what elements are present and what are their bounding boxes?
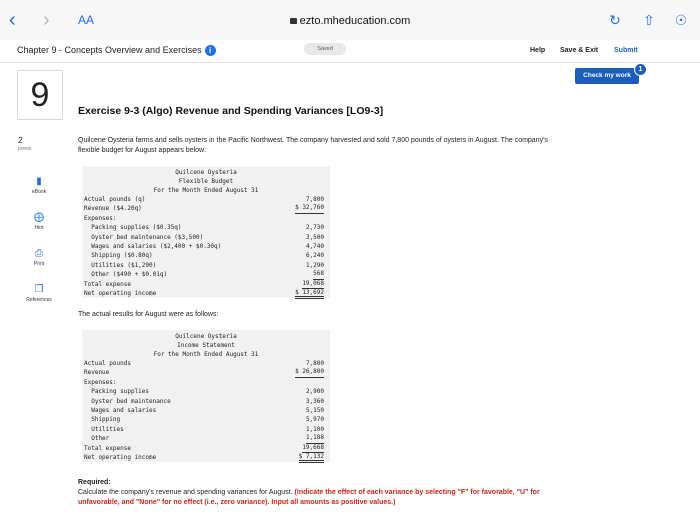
row-label: Oyster bed maintenance <box>84 397 171 405</box>
help-button[interactable]: Help <box>530 47 546 54</box>
row-label: Total expense <box>84 280 131 288</box>
table-row <box>82 242 330 251</box>
compass-icon[interactable]: ☉ <box>674 12 688 28</box>
table-heading-line: For the Month Ended August 31 <box>153 187 259 194</box>
row-value: 1,290 <box>305 261 324 269</box>
table-row <box>82 444 330 453</box>
table-row <box>82 280 330 289</box>
lock-icon <box>290 18 297 24</box>
row-label: Shipping ($0.80q) <box>84 252 153 260</box>
table-row <box>82 359 330 368</box>
flexible-budget-heading <box>82 166 330 195</box>
table-row <box>82 378 330 387</box>
row-value: $ 26,800 <box>295 368 324 377</box>
chapter-title <box>17 45 216 56</box>
hint-icon: ⨁ <box>34 212 44 223</box>
table-row <box>82 233 330 242</box>
saved-status: Saved <box>304 43 346 55</box>
back-arrow-icon[interactable]: ‹ <box>9 9 16 31</box>
required-instructions: (Indicate the effect of each variance by selecting "F" for favorable, "U" for unfavorable, and "None" for no effect (i.e., zero variance). Input all amounts as positive values.) <box>78 489 540 506</box>
row-label: Other ($490 + $0.01q) <box>84 271 168 279</box>
row-label: Actual pounds <box>84 360 131 367</box>
table-row <box>82 425 330 434</box>
points-label: points <box>18 146 32 152</box>
table-row <box>82 223 330 232</box>
ebook-tool[interactable] <box>17 176 61 195</box>
row-value: 1,100 <box>305 425 324 433</box>
table-row <box>82 270 330 279</box>
table-row <box>82 387 330 396</box>
row-label: Total expense <box>84 444 131 452</box>
row-value: $ 32,760 <box>295 204 324 213</box>
print-icon: ⎙ <box>35 248 43 259</box>
row-value: 19,668 <box>302 444 324 453</box>
table-row <box>82 214 330 223</box>
required-label: Required: <box>78 479 111 486</box>
table-row <box>82 434 330 443</box>
submit-button[interactable]: Submit <box>614 47 638 54</box>
row-label: Oyster bed maintenance ($3,500) <box>84 233 204 241</box>
table-heading-line: Quilcene Oysteria <box>175 169 237 176</box>
address-bar[interactable] <box>0 15 700 27</box>
table-row <box>82 195 330 204</box>
row-value: 5,150 <box>305 406 324 414</box>
book-icon: ▮ <box>36 176 42 187</box>
url-text: ezto.mheducation.com <box>299 15 411 27</box>
question-number: 9 <box>17 70 63 120</box>
row-value: 2,900 <box>305 388 324 396</box>
required-text: Calculate the company's revenue and spending variances for August. <box>78 489 293 496</box>
row-value: 7,800 <box>305 196 324 203</box>
row-value: 568 <box>313 270 324 279</box>
table-row <box>82 204 330 213</box>
row-label: Net operating income <box>84 453 157 461</box>
row-value: 5,970 <box>305 416 324 424</box>
row-label: Expenses: <box>84 214 117 222</box>
print-tool[interactable] <box>17 248 61 267</box>
row-label: Wages and salaries <box>84 406 157 414</box>
references-label: References <box>26 297 52 303</box>
income-statement-heading <box>82 330 330 359</box>
ebook-label: eBook <box>31 189 47 195</box>
info-icon[interactable]: i <box>205 45 216 56</box>
row-label: Other <box>84 435 110 443</box>
row-label: Packing supplies <box>84 388 150 396</box>
row-label: Expenses: <box>84 378 117 386</box>
table-heading-line: For the Month Ended August 31 <box>153 351 259 358</box>
row-label: Net operating income <box>84 289 157 297</box>
income-statement-table <box>82 330 330 462</box>
row-label: Wages and salaries ($2,400 + $0.30q) <box>84 242 222 250</box>
income-statement-rows <box>82 359 330 462</box>
row-value: 2,730 <box>305 224 324 232</box>
table-row <box>82 453 330 462</box>
tool-rail <box>17 172 61 312</box>
exercise-title: Exercise 9-3 (Algo) Revenue and Spending Variances [LO9-3] <box>78 105 384 117</box>
check-my-work-button[interactable]: Check my work <box>575 68 639 84</box>
hint-label: Hint <box>34 225 44 231</box>
row-value: 6,240 <box>305 252 324 260</box>
hint-tool[interactable] <box>17 212 61 231</box>
table-row <box>82 415 330 424</box>
row-value: 19,068 <box>302 280 324 289</box>
row-label: Revenue ($4.20q) <box>84 205 142 213</box>
required-section <box>78 478 578 508</box>
table-row <box>82 289 330 298</box>
flexible-budget-table <box>82 166 330 298</box>
table-heading-line: Income Statement <box>177 342 235 349</box>
print-label: Print <box>33 261 45 267</box>
row-label: Utilities <box>84 425 124 433</box>
forward-arrow-icon[interactable]: › <box>43 9 50 31</box>
chapter-title-text: Chapter 9 - Concepts Overview and Exercises <box>17 45 202 55</box>
save-exit-button[interactable]: Save & Exit <box>560 47 599 54</box>
table-heading-line: Flexible Budget <box>178 178 234 185</box>
references-tool[interactable] <box>17 284 61 303</box>
row-label: Utilities ($1,290) <box>84 261 157 269</box>
row-label: Revenue <box>84 369 110 377</box>
row-label: Packing supplies ($0.35q) <box>84 224 182 232</box>
check-badge: 1 <box>634 63 647 76</box>
row-value: $ 7,132 <box>299 453 324 463</box>
reader-aa-button[interactable]: AA <box>78 13 95 27</box>
row-value: 7,800 <box>305 360 324 367</box>
row-value: $ 13,692 <box>295 289 324 299</box>
row-value: 4,740 <box>305 242 324 250</box>
points-value: 2 <box>18 136 23 145</box>
row-value: 3,360 <box>305 397 324 405</box>
share-icon[interactable]: ⇧ <box>643 12 655 28</box>
actual-intro: The actual results for August were as follows: <box>78 311 219 318</box>
row-value: 3,500 <box>305 233 324 241</box>
row-value: 1,188 <box>306 434 324 443</box>
row-label: Actual pounds (q) <box>84 196 146 203</box>
row-label: Shipping <box>84 416 121 424</box>
table-row <box>82 261 330 270</box>
references-icon: ❐ <box>34 284 44 295</box>
table-row <box>82 368 330 377</box>
table-row <box>82 397 330 406</box>
flexible-budget-rows <box>82 195 330 298</box>
table-row <box>82 406 330 415</box>
table-heading-line: Quilcene Oysteria <box>175 333 237 340</box>
reload-icon[interactable]: ↻ <box>609 12 621 28</box>
exercise-intro: Quilcene Oysteria farms and sells oysters in the Pacific Northwest. The company harvested and sold 7,800 pounds of oysters in August. The company's flexible budget for August appears below: <box>78 137 548 154</box>
table-row <box>82 251 330 260</box>
